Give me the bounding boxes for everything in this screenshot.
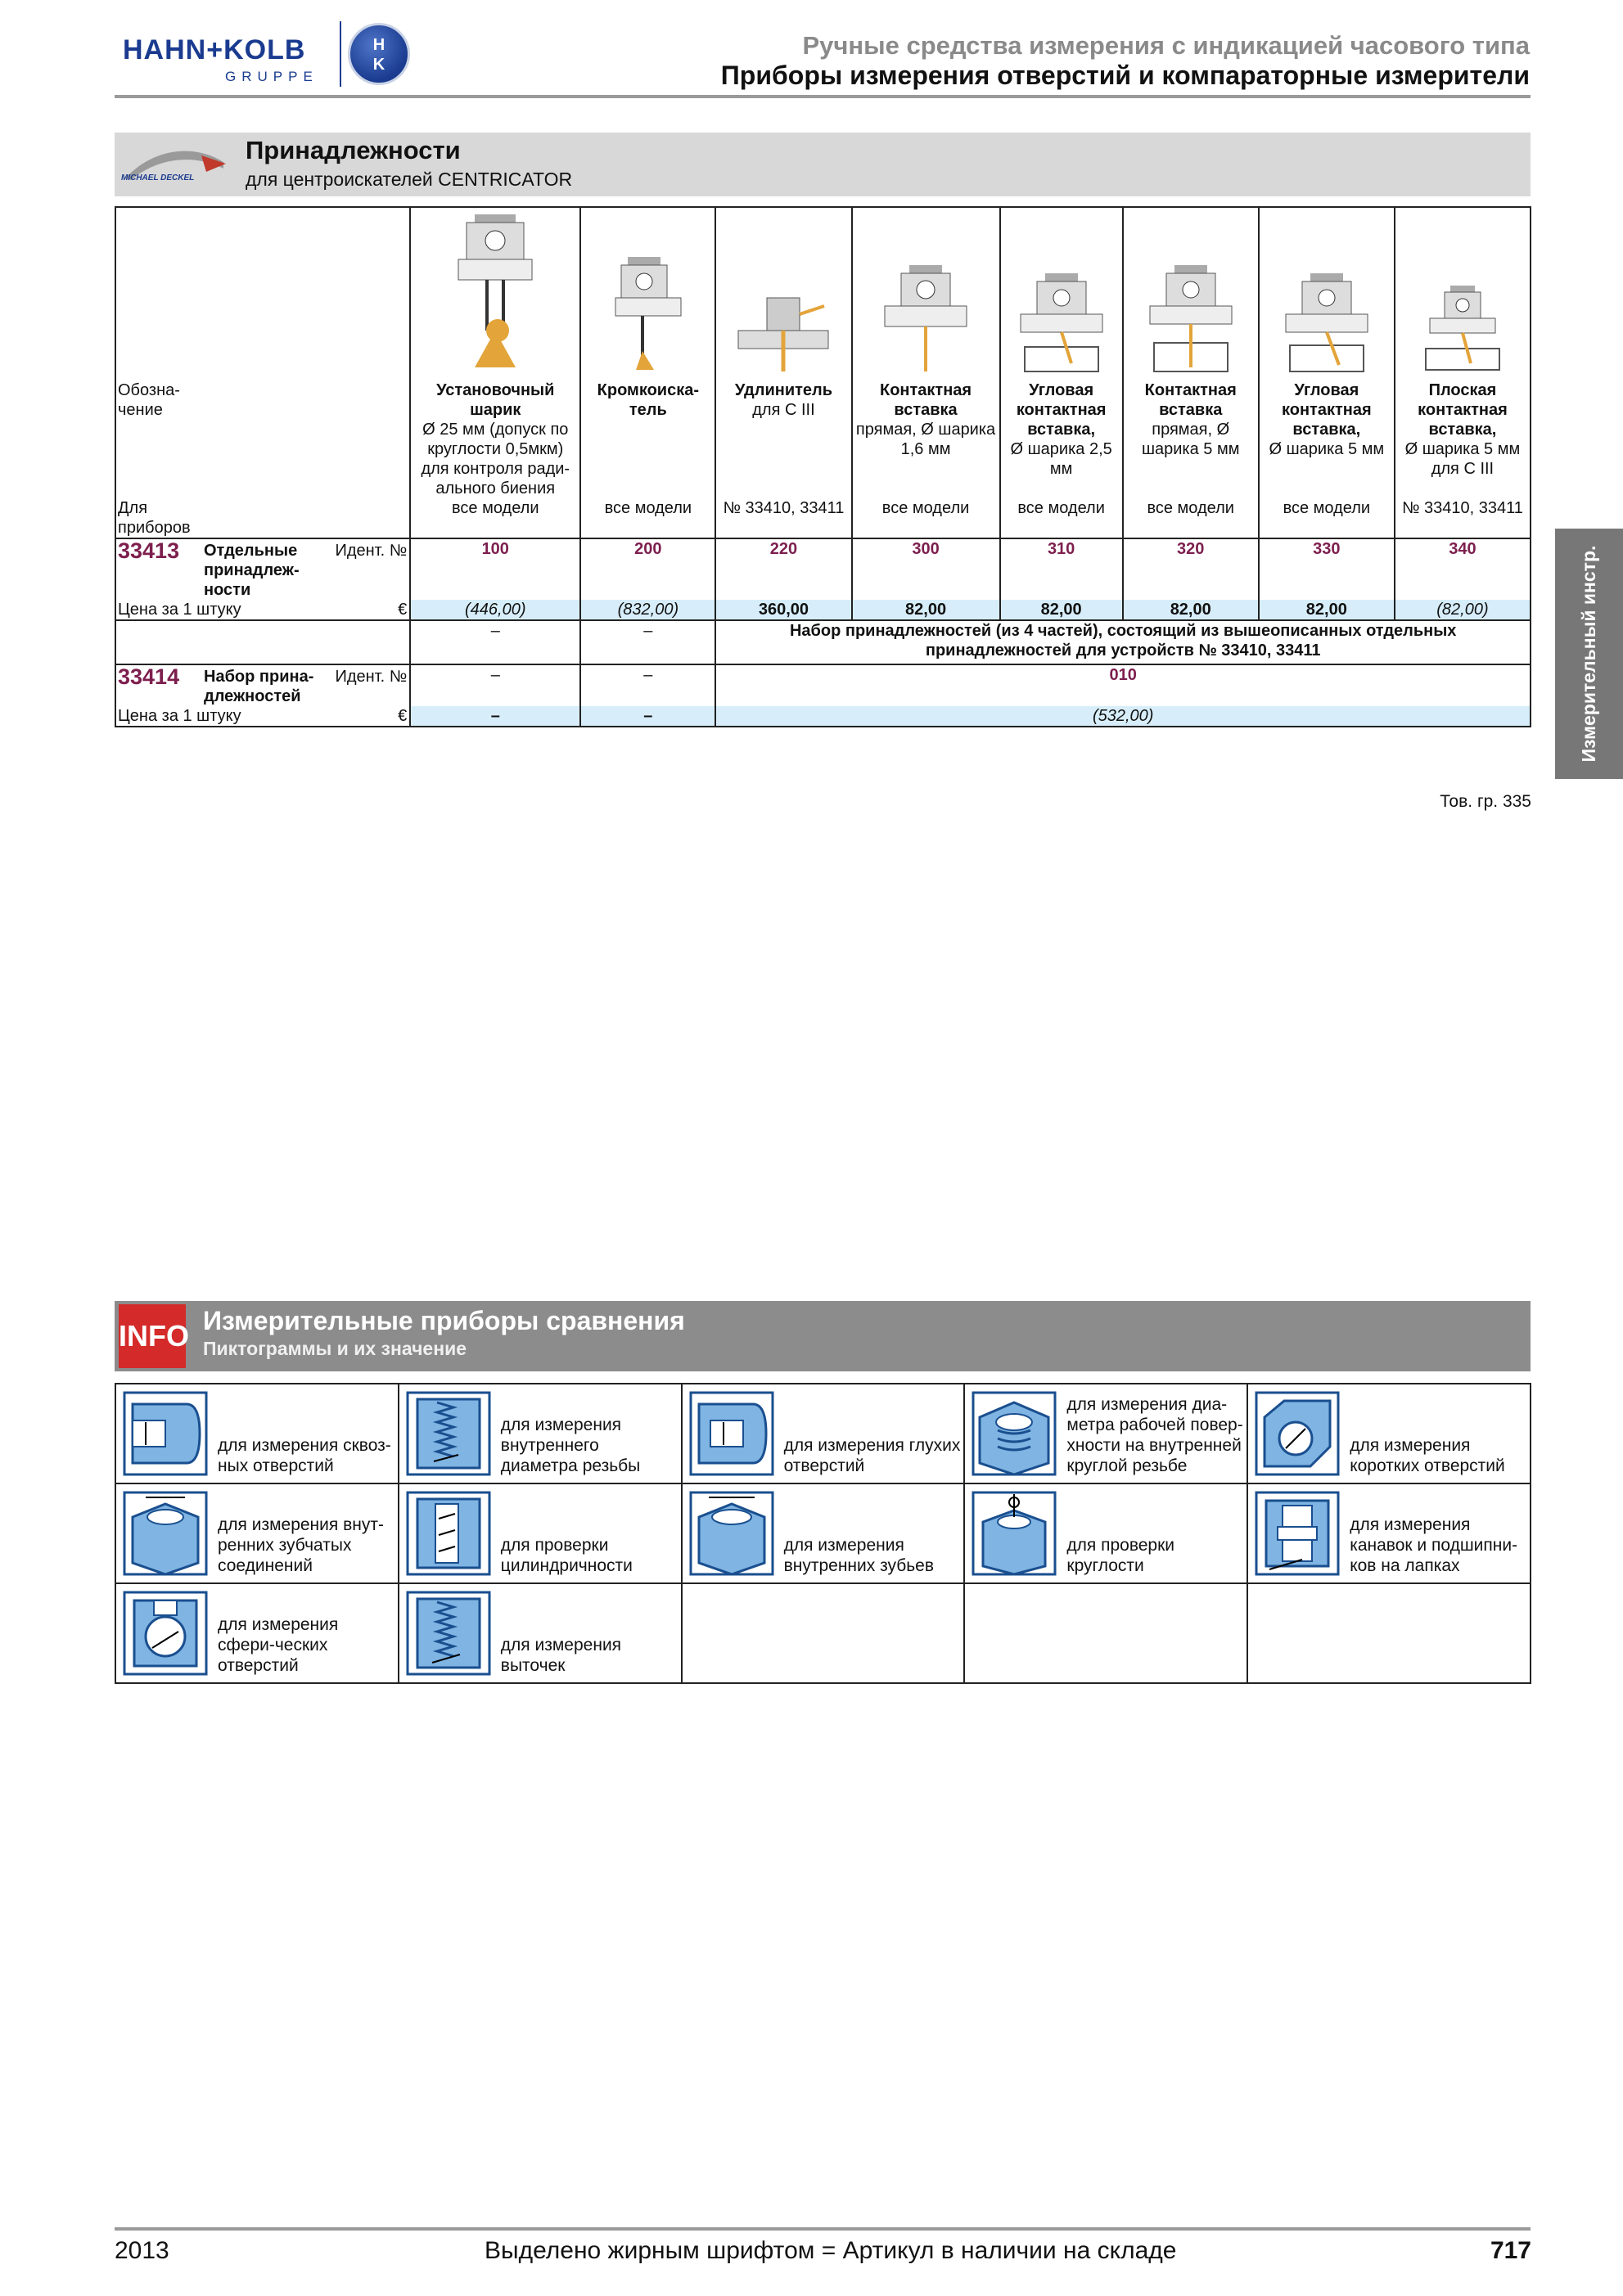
pictogram-cell xyxy=(399,1384,682,1483)
info-title: Измерительные приборы сравнения xyxy=(203,1306,685,1335)
ident-label: Идент. № xyxy=(335,542,408,560)
extension-icon xyxy=(730,208,836,376)
col6-designation: Контактная вставка прямая, Ø шарика 5 мм xyxy=(1123,380,1259,498)
pictogram-text: для измерения внутреннего диаметра резьбы xyxy=(500,1416,641,1475)
header-rule xyxy=(115,95,1531,98)
spline-icon xyxy=(121,1489,210,1578)
col1-models: все модели xyxy=(410,498,580,538)
header-title-line1: Ручные средства измерения с индикацией часового типа xyxy=(802,31,1530,60)
for-devices-row xyxy=(115,498,1531,538)
col1-price: (446,00) xyxy=(410,600,580,620)
side-tab[interactable] xyxy=(1555,529,1623,779)
col4-price: 82,00 xyxy=(852,600,1000,620)
logo-wordmark: HAHN+KOLB xyxy=(123,34,306,65)
set-price: (532,00) xyxy=(715,706,1531,727)
flat-contact-insert-icon xyxy=(1413,208,1512,376)
col6-models: все модели xyxy=(1123,498,1259,538)
brand-name: MICHAEL DECKEL xyxy=(121,173,195,182)
header-title-line2: Приборы измерения отверстий и компараторные измерители xyxy=(720,61,1530,90)
col4-designation: Контактная вставка прямая, Ø шарика 1,6 мм xyxy=(852,380,1000,498)
pictogram-cell xyxy=(1247,1483,1531,1583)
item-33413-id: 33413 xyxy=(118,538,180,563)
col2-set-price: – xyxy=(580,706,715,727)
pictogram-cell xyxy=(682,1384,965,1483)
col5-price: 82,00 xyxy=(1000,600,1123,620)
pictogram-grid xyxy=(115,1383,1531,1684)
spherical-hole-icon xyxy=(121,1589,210,1677)
col7-price: 82,00 xyxy=(1259,600,1395,620)
col8-models: № 33410, 33411 xyxy=(1395,498,1531,538)
col1-designation: Установочный шарик Ø 25 мм (допуск по круглости 0,5мкм) для контроля ради-ального биения xyxy=(410,380,580,498)
pictogram-cell xyxy=(115,1583,399,1683)
col2-set-code: – xyxy=(580,664,715,706)
through-hole-icon xyxy=(121,1389,210,1478)
col7-code: 330 xyxy=(1259,538,1395,600)
angled-contact-insert-5-icon xyxy=(1278,208,1376,376)
pictogram-cell xyxy=(1247,1384,1531,1483)
logo-badge-top: H xyxy=(372,36,385,54)
col2-models: все модели xyxy=(580,498,715,538)
col7-designation: Угловая контактная вставка, Ø шарика 5 мм xyxy=(1259,380,1395,498)
designation-row xyxy=(115,380,1531,498)
item-33413-name: Отдельные принадлеж-ности xyxy=(204,542,300,599)
contact-insert-straight-1-6-icon xyxy=(872,208,979,376)
col8-code: 340 xyxy=(1395,538,1531,600)
pictogram-text: для измерения сфери-ческих отверстий xyxy=(218,1615,339,1675)
col8-designation: Плоская контактная вставка, Ø шарика 5 мм для C III xyxy=(1395,380,1531,498)
contact-insert-straight-5-icon xyxy=(1142,208,1240,376)
pictogram-cell xyxy=(964,1483,1247,1583)
pictogram-text: для измерения диа-метра рабочей повер-хности на внутренней круглой резьбе xyxy=(1066,1395,1243,1475)
col2-price: (832,00) xyxy=(580,600,715,620)
pictogram-text: для измерения коротких отверстий xyxy=(1350,1436,1505,1475)
col1-set-code: – xyxy=(410,664,580,706)
cylindricity-icon xyxy=(404,1489,493,1578)
col5-models: все модели xyxy=(1000,498,1123,538)
item-33414-label xyxy=(115,664,410,706)
set-description-row xyxy=(115,620,1531,664)
col3-price: 360,00 xyxy=(715,600,851,620)
section-title: Принадлежности xyxy=(246,136,461,164)
col1-set-dash: – xyxy=(410,620,580,664)
side-tab-label: Измерительный инстр. xyxy=(1578,545,1599,763)
col2-designation: Кромкоиска-тель xyxy=(580,380,715,498)
info-subtitle: Пиктограммы и их значение xyxy=(203,1338,467,1359)
grooves-icon xyxy=(1253,1489,1341,1578)
price-row-33413 xyxy=(115,600,1531,620)
col4-code: 300 xyxy=(852,538,1000,600)
pictogram-text: для измерения сквоз-ных отверстий xyxy=(218,1436,391,1475)
logo-divider xyxy=(340,21,341,87)
inner-teeth-icon xyxy=(688,1489,776,1578)
pictogram-text: для измерения канавок и подшипни-ков на лапках xyxy=(1350,1515,1518,1575)
section-subtitle: для центроискателей CENTRICATOR xyxy=(246,169,573,190)
col2-set-dash: – xyxy=(580,620,715,664)
item-33414-row xyxy=(115,664,1531,706)
price-label: Цена за 1 штуку € xyxy=(115,600,410,620)
product-group-note: Тов. гр. 335 xyxy=(1440,792,1531,811)
blind-hole-icon xyxy=(688,1389,776,1478)
info-badge-icon: INFO xyxy=(119,1304,186,1368)
image-row xyxy=(115,207,1531,380)
pictogram-cell xyxy=(399,1583,682,1683)
setting-ball-icon xyxy=(450,208,540,376)
pictogram-text: для измерения глухих отверстий xyxy=(783,1436,961,1475)
footer-year: 2013 xyxy=(115,2237,169,2264)
col3-designation: Удлинитель для C III xyxy=(715,380,851,498)
ident-label-2: Идент. № xyxy=(335,668,408,686)
short-hole-icon xyxy=(1253,1389,1341,1478)
roundness-icon xyxy=(970,1489,1058,1578)
price-label-2: Цена за 1 штуку € xyxy=(115,706,410,727)
pictogram-text: для измерения внутренних зубьев xyxy=(783,1536,935,1575)
col8-price: (82,00) xyxy=(1395,600,1531,620)
recess-icon xyxy=(404,1589,493,1677)
col1-code: 100 xyxy=(410,538,580,600)
footer-rule xyxy=(115,2227,1531,2231)
for-devices-label: Для приборов xyxy=(115,498,410,538)
col1-set-price: – xyxy=(410,706,580,727)
item-33414-name: Набор прина-длежностей xyxy=(204,668,314,705)
pictogram-cell xyxy=(964,1384,1247,1483)
pictogram-text: для измерения выточек xyxy=(500,1636,622,1675)
pictogram-cell-empty xyxy=(1247,1583,1531,1683)
set-description: Набор принадлежностей (из 4 частей), состоящий из вышеописанных отдельных принадлежностей для устройств № 33410, 33411 xyxy=(715,620,1531,664)
pictogram-cell xyxy=(115,1483,399,1583)
pictogram-cell xyxy=(399,1483,682,1583)
footer-note: Выделено жирным шрифтом = Артикул в наличии на складе xyxy=(485,2237,1177,2264)
pictogram-cell-empty xyxy=(682,1583,965,1683)
round-thread-icon xyxy=(970,1389,1058,1478)
price-row-33414 xyxy=(115,706,1531,727)
item-33413-row xyxy=(115,538,1531,600)
col6-price: 82,00 xyxy=(1123,600,1259,620)
col7-models: все модели xyxy=(1259,498,1395,538)
col6-code: 320 xyxy=(1123,538,1259,600)
col4-models: все модели xyxy=(852,498,1000,538)
logo-subtitle: GRUPPE xyxy=(225,69,318,84)
pictogram-text: для проверки цилиндричности xyxy=(500,1536,633,1575)
accessories-table xyxy=(115,206,1531,727)
logo-badge-icon xyxy=(348,23,410,85)
pictogram-text: для измерения внут-ренних зубчатых соединений xyxy=(218,1515,384,1575)
designation-label: Обозна- чение xyxy=(115,380,410,498)
col3-models: № 33410, 33411 xyxy=(715,498,851,538)
page-number: 717 xyxy=(1490,2237,1531,2264)
item-33414-id: 33414 xyxy=(118,664,180,689)
logo-badge-bottom: K xyxy=(372,56,385,74)
brand-swoosh-icon xyxy=(121,139,228,191)
pictogram-cell xyxy=(682,1483,965,1583)
pictogram-cell-empty xyxy=(964,1583,1247,1683)
col2-code: 200 xyxy=(580,538,715,600)
angled-contact-insert-2-5-icon xyxy=(1012,208,1111,376)
col3-code: 220 xyxy=(715,538,851,600)
col5-designation: Угловая контактная вставка, Ø шарика 2,5 мм xyxy=(1000,380,1123,498)
set-code: 010 xyxy=(715,664,1531,706)
edge-finder-icon xyxy=(611,208,685,376)
col5-code: 310 xyxy=(1000,538,1123,600)
thread-inner-diameter-icon xyxy=(404,1389,493,1478)
item-33413-label xyxy=(115,538,410,600)
pictogram-cell xyxy=(115,1384,399,1483)
pictogram-text: для проверки круглости xyxy=(1066,1536,1175,1575)
